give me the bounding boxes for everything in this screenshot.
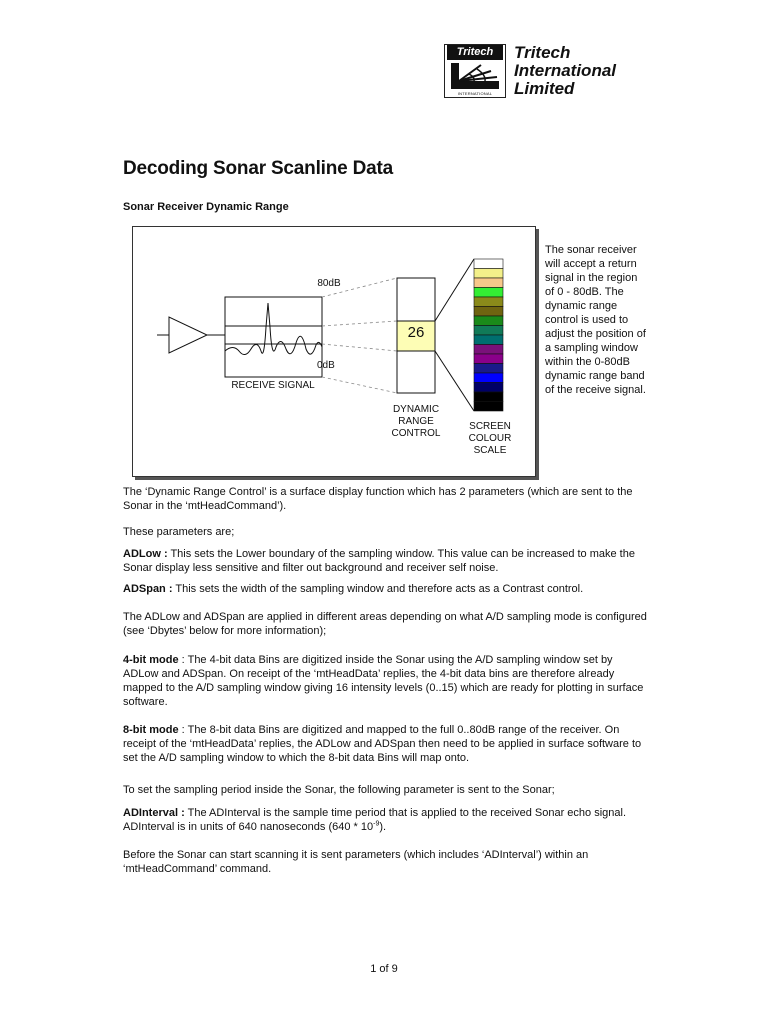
term-4bit-mode: 4-bit mode — [123, 654, 179, 666]
colour-swatch — [474, 383, 503, 393]
logo-wordmark — [514, 44, 616, 98]
colour-swatch — [474, 269, 503, 279]
sonar-fan-icon — [447, 61, 503, 91]
exponent: -9 — [373, 820, 380, 828]
4bit-mode-description: : The 4-bit data Bins are digitized inside the Sonar using the A/D sampling window set by ADLow and ADSpan. On receipt of the ‘mtHeadData’ replies, the 4-bit data bins are therefore already mapped to the A/D sampling window giving 16 intensity levels (0..15) which are ready for plotting in surface software. — [123, 654, 644, 708]
colour-swatch — [474, 297, 503, 307]
projection-lines — [322, 278, 397, 393]
section-title: Sonar Receiver Dynamic Range — [123, 201, 289, 213]
label-receive-signal: RECEIVE SIGNAL — [231, 380, 315, 391]
scale-connector-lines — [435, 259, 474, 411]
term-8bit-mode: 8-bit mode — [123, 724, 179, 736]
colour-swatch — [474, 278, 503, 288]
label-dynamic-range-control — [381, 404, 451, 440]
label-line: COLOUR — [468, 433, 512, 444]
8bit-mode-description: : The 8-bit data Bins are digitized and mapped to the full 0..80dB range of the receiver. On receipt of the ‘mtHeadData’ replies, the ADLow and ADSpan then need to be applied in surface software to set the A/D sampling window to which the 8-bit data Bins will map onto. — [123, 724, 642, 764]
logo-line: Tritech — [514, 43, 571, 62]
label-line: SCALE — [473, 445, 507, 456]
paragraph — [123, 848, 648, 876]
label-line: DYNAMIC — [392, 404, 440, 415]
paragraph — [123, 525, 648, 539]
paragraph-text: To set the sampling period inside the Sonar, the following parameter is sent to the Sonar; — [123, 784, 555, 796]
colour-swatch — [474, 354, 503, 364]
screen-colour-scale — [474, 259, 503, 411]
paragraph-text: Before the Sonar can start scanning it is sent parameters (which includes ‘ADInterval’) within an ‘mtHeadCommand’ command. — [123, 849, 589, 875]
paragraph-text: The ‘Dynamic Range Control’ is a surface display function which has 2 parameters (which are sent to the Sonar in the ‘mtHeadCommand’). — [123, 486, 633, 512]
amplifier-icon — [157, 317, 225, 353]
colour-swatch — [474, 259, 503, 269]
receive-signal-graph — [225, 297, 322, 377]
label-0db: 0dB — [317, 360, 335, 371]
term-adlow: ADLow : — [123, 548, 168, 560]
paragraph-8bit-mode — [123, 723, 648, 765]
control-value: 26 — [407, 324, 425, 341]
paragraph-adlow — [123, 547, 648, 575]
logo-badge — [444, 44, 506, 98]
term-adinterval: ADInterval : — [123, 807, 185, 819]
paragraph — [123, 610, 648, 638]
colour-swatch — [474, 335, 503, 345]
colour-swatch — [474, 373, 503, 383]
label-line: RANGE — [398, 416, 434, 427]
logo-badge-sub: INTERNATIONAL — [457, 91, 493, 96]
paragraph-adspan — [123, 582, 648, 596]
adlow-description: This sets the Lower boundary of the sampling window. This value can be increased to make the Sonar display less sensitive and filter out background and receiver self noise. — [123, 548, 635, 574]
term-adspan: ADSpan : — [123, 583, 173, 595]
colour-swatch — [474, 307, 503, 317]
page-number: 1 of 9 — [370, 963, 398, 975]
logo-line: Limited — [514, 79, 575, 98]
colour-swatch — [474, 392, 503, 402]
colour-swatch — [474, 402, 503, 412]
colour-swatch — [474, 326, 503, 336]
colour-swatch — [474, 364, 503, 374]
paragraph — [123, 783, 648, 797]
label-screen-colour-scale — [455, 421, 525, 457]
paragraph — [123, 485, 648, 513]
colour-swatch — [474, 316, 503, 326]
colour-swatch — [474, 288, 503, 298]
label-80db: 80dB — [317, 278, 341, 289]
colour-swatch — [474, 345, 503, 355]
page-title: Decoding Sonar Scanline Data — [123, 158, 393, 179]
paragraph-text: The ADLow and ADSpan are applied in different areas depending on what A/D sampling mode is configured (see ‘Dbytes’ below for more information); — [123, 611, 647, 637]
label-line: SCREEN — [469, 421, 511, 432]
adinterval-description: The ADInterval is the sample time period that is applied to the received Sonar echo signal. ADInterval is in units of 640 nanoseconds (640 * 10 — [123, 807, 627, 833]
paragraph-text: These parameters are; — [123, 526, 235, 538]
adspan-description: This sets the width of the sampling window and therefore acts as a Contrast control. — [172, 583, 584, 595]
paragraph-4bit-mode — [123, 653, 648, 709]
adinterval-end: ). — [379, 821, 387, 833]
logo-badge-text: Tritech — [447, 45, 503, 60]
label-line: CONTROL — [391, 428, 441, 439]
dynamic-range-diagram — [132, 226, 536, 477]
logo-line: International — [514, 61, 617, 80]
paragraph-adinterval — [123, 806, 648, 834]
company-logo — [444, 44, 648, 100]
diagram-description: The sonar receiver will accept a return signal in the region of 0 - 80dB. The dynamic range control is used to adjust the position of a sampling window within the 0-80dB dynamic range band of the receive signal. — [545, 244, 646, 396]
